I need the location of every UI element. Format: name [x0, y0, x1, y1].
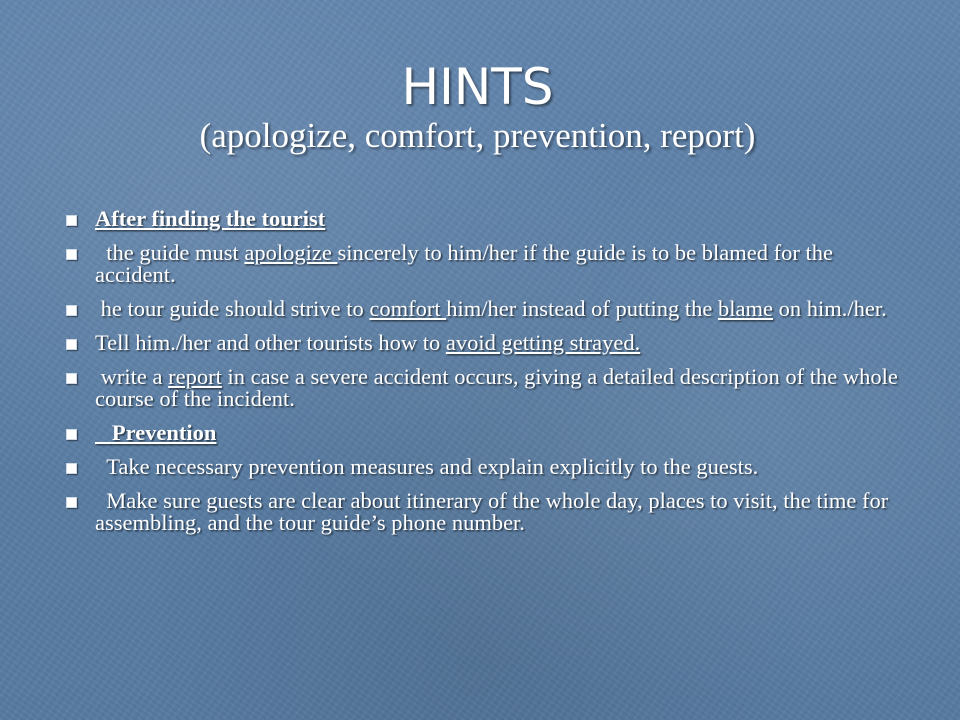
bullet-text	[95, 296, 887, 321]
square-bullet-icon	[66, 463, 77, 474]
bullet-text-segment: sincerely to him/her if the guide is to be blamed for the accident.	[95, 240, 839, 287]
bullet-text-segment: he tour guide should strive to	[95, 296, 370, 321]
square-bullet-icon	[66, 249, 77, 260]
bullet-avoid-straying	[66, 332, 916, 354]
bullet-text-segment: in case a severe accident occurs, giving a detailed description of the whole course of the incident.	[95, 364, 904, 411]
bullet-text-segment: Tell him./her and other tourists how to	[95, 330, 446, 355]
bullet-itinerary	[66, 490, 916, 534]
square-bullet-icon	[66, 429, 77, 440]
keyword-apologize: apologize	[244, 240, 338, 265]
keyword-avoid-getting-strayed: avoid getting strayed.	[445, 330, 641, 355]
slide-title: HINTS	[401, 58, 554, 116]
bullet-text	[95, 240, 839, 287]
square-bullet-icon	[66, 339, 77, 350]
square-bullet-icon	[66, 305, 77, 316]
bullet-comfort	[66, 298, 916, 320]
bullet-text	[95, 330, 640, 355]
keyword-report: report	[168, 364, 222, 389]
bullet-text	[95, 364, 903, 411]
square-bullet-icon	[66, 373, 77, 384]
bullet-text: Take necessary prevention measures and explain explicitly to the guests.	[95, 454, 759, 479]
keyword-comfort: comfort	[369, 296, 447, 321]
bullet-text: Make sure guests are clear about itinerary of the whole day, places to visit, the time for assembling, and the tour guide’s phone number.	[95, 488, 894, 535]
bullet-text-segment: write a	[95, 364, 169, 389]
bullet-heading-text: After finding the tourist	[95, 206, 326, 231]
square-bullet-icon	[66, 497, 77, 508]
bullet-text-segment: him/her instead of putting the	[446, 296, 719, 321]
bullet-text-segment: on him./her.	[773, 296, 887, 321]
slide-subtitle: (apologize, comfort, prevention, report)	[199, 116, 756, 155]
bullet-text-segment: the guide must	[95, 240, 245, 265]
bullet-prevention-heading	[66, 422, 916, 444]
keyword-blame: blame	[718, 296, 774, 321]
bullet-after-finding	[66, 208, 916, 230]
bullet-report	[66, 366, 916, 410]
bullet-prevention-measures	[66, 456, 916, 478]
square-bullet-icon	[66, 215, 77, 226]
title-block	[0, 58, 960, 156]
bullet-heading-text: Prevention	[95, 420, 217, 445]
bullet-list	[66, 208, 916, 546]
bullet-apologize	[66, 242, 916, 286]
